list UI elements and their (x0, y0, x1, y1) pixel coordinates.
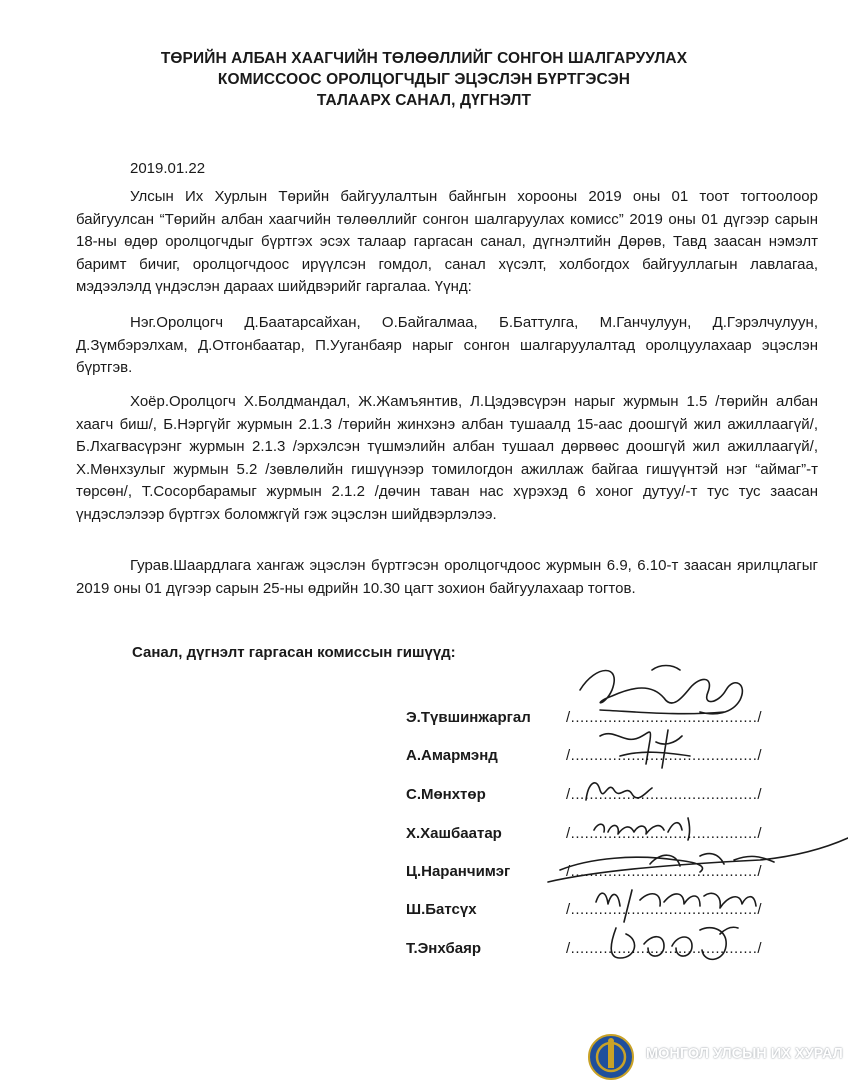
title-line-2: КОМИССООС ОРОЛЦОГЧДЫГ ЭЦЭСЛЭН БҮРТГЭСЭН (217, 71, 631, 88)
document-date: 2019.01.22 (130, 160, 206, 177)
member-name: Т.Энхбаяр (406, 940, 482, 957)
decision-three-paragraph (76, 555, 818, 600)
member-row (406, 747, 786, 769)
member-row (406, 901, 786, 923)
signature-tuvshinjargal (580, 666, 742, 714)
member-name: Х.Хашбаатар (406, 825, 502, 842)
parliament-emblem-icon (586, 1030, 636, 1080)
document-title (0, 48, 848, 111)
member-row (406, 863, 786, 885)
title-line-3: ТАЛААРХ САНАЛ, ДҮГНЭЛТ (316, 92, 532, 109)
intro-text: Улсын Их Хурлын Төрийн байгуулалтын байнгын хорооны 2019 оны 01 тоот тогтоолоор байгуулсан “Төрийн албан хаагчийн төлөөллийг сонгон шалгаруулах комисс” 2019 оны 01 дүгээр сарын 18-ны өдөр оролцогчдыг бүртгэх эсэх талаар гаргасан санал, дүгнэлтийн Дөрөв, Тавд заасан нэмэлт баримт бичиг, оролцогчдоос ирүүлсэн гомдол, санал хүсэлт, холбогдох байгууллагын лавлагаа, мэдээлэлд үндэслэн дараах шийдвэрийг гаргалаа. Үүнд: (76, 188, 818, 295)
member-name: Э.Түвшинжаргал (406, 709, 531, 726)
member-row (406, 825, 786, 847)
decision-three-text: Гурав.Шаардлага хангаж эцэслэн бүртгэсэн оролцогчдоос журмын 6.9, 6.10-т заасан ярилцлагыг 2019 оны 01 дүгээр сарын 25-ны өдрийн 10.30 цагт зохион байгуулахаар тогтов. (76, 557, 818, 597)
decision-two-paragraph (76, 391, 818, 526)
members-heading: Санал, дүгнэлт гаргасан комиссын гишүүд: (132, 644, 456, 661)
member-row (406, 940, 786, 962)
decision-one-text: Нэг.Оролцогч Д.Баатарсайхан, О.Байгалмаа, Б.Баттулга, М.Ганчулуун, Д.Гэрэлчулуун, Д.Зүмбэрэлхам, Д.Отгонбаатар, П.Ууганбаяр нарыг сонгон шалгаруулалтад оролцуулахаар эцэслэн бүртгэв. (76, 314, 818, 376)
decision-two-text: Хоёр.Оролцогч Х.Болдмандал, Ж.Жамъянтив, Л.Цэдэвсүрэн нарыг журмын 1.5 /төрийн албан хаагч биш/, Б.Нэргүйг журмын 2.1.3 /төрийн жинхэнэ албан тушаалд 15-аас доошгүй жил ажиллаагүй/, Б.Лхагвасүрэнг журмын 2.1.3 /эрхэлсэн түшмэлийн албан тушаал дөрвөөс доошгүй жил ажиллаагүй/, Х.Мөнхзулыг журмын 5.2 /зөвлөлийн гишүүнээр томилогдон ажиллаж байгаа гишүүнтэй нэг “аймаг”-т төрсөн/, Т.Сосорбарамыг журмын 2.1.2 /дөчин таван нас хүрэхэд 6 хоног дутуу/-т тус тус заасан үндэслэлээр бүртгэх боломжгүй гэж эцэслэн шийдвэрлэлээ. (76, 393, 818, 523)
decision-one-paragraph (76, 312, 818, 380)
member-row (406, 786, 786, 808)
signature-line: /......................................../ (566, 863, 763, 880)
member-name: Ц.Наранчимэг (406, 863, 511, 880)
title-line-1: ТӨРИЙН АЛБАН ХААГЧИЙН ТӨЛӨӨЛЛИЙГ СОНГОН ШАЛГАРУУЛАХ (160, 50, 688, 67)
member-name: Ш.Батсүх (406, 901, 477, 918)
signature-line: /......................................../ (566, 786, 763, 803)
signature-line: /......................................../ (566, 709, 763, 726)
signature-line: /......................................../ (566, 940, 763, 957)
member-name: С.Мөнхтөр (406, 786, 486, 803)
intro-paragraph (76, 186, 818, 299)
member-row (406, 709, 786, 731)
signature-line: /......................................../ (566, 825, 763, 842)
watermark-text: МОНГОЛ УЛСЫН ИХ ХУРАЛ (646, 1046, 843, 1062)
signature-line: /......................................../ (566, 901, 763, 918)
member-name: А.Амармэнд (406, 747, 498, 764)
signature-line: /......................................../ (566, 747, 763, 764)
